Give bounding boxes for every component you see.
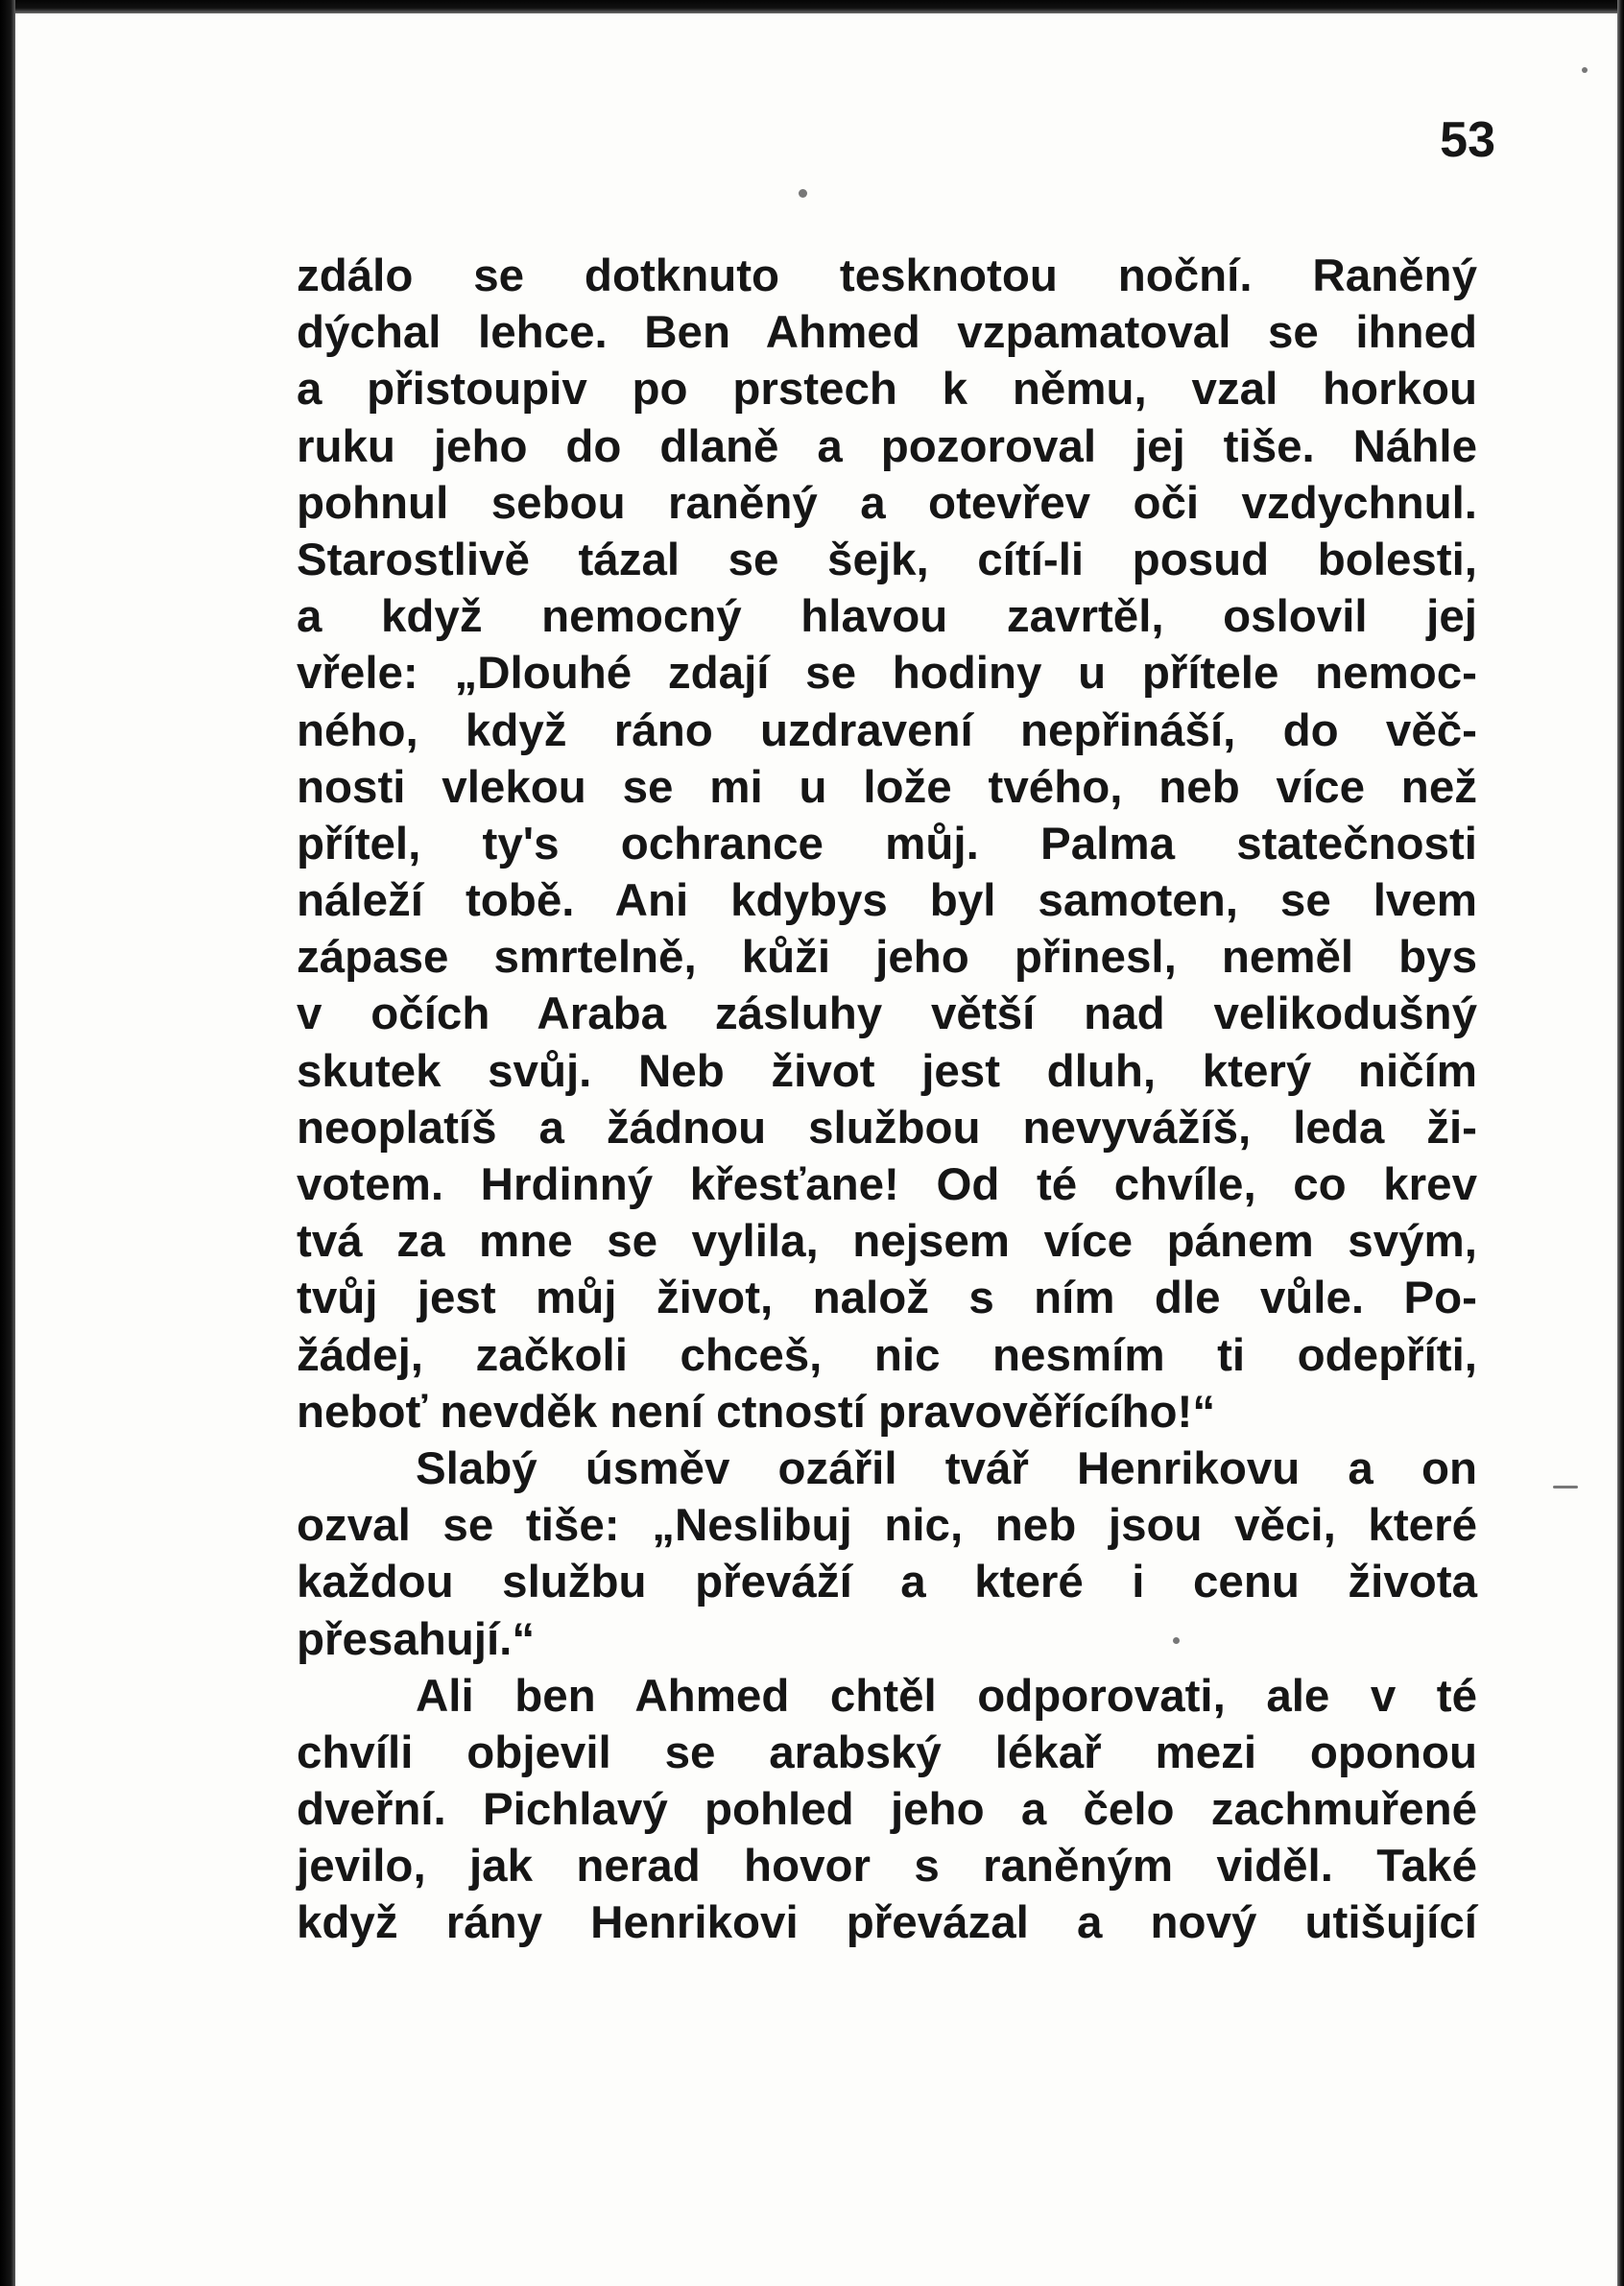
text-line: a přistoupiv po prstech k němu, vzal horkou	[297, 364, 1477, 416]
text-line: zápase smrtelně, kůži jeho přinesl, neměl bys	[297, 932, 1477, 984]
scan-speck	[1582, 67, 1588, 73]
text-line: Ali ben Ahmed chtěl odporovati, ale v té	[416, 1670, 1477, 1722]
text-line: žádej, začkoli chceš, nic nesmím ti odepříti,	[297, 1329, 1477, 1381]
text-line: votem. Hrdinný křesťane! Od té chvíle, co krev	[297, 1159, 1477, 1210]
text-line: tvůj jest můj život, nalož s ním dle vůle. Po-	[297, 1273, 1477, 1324]
page-number: 53	[1440, 112, 1495, 168]
text-line: dýchal lehce. Ben Ahmed vzpamatoval se ihned	[297, 307, 1477, 359]
text-line: a když nemocný hlavou zavrtěl, oslovil jej	[297, 591, 1477, 643]
text-line: chvíli objevil se arabský lékař mezi oponou	[297, 1726, 1477, 1778]
scan-speck	[1553, 1486, 1578, 1488]
text-line: Slabý úsměv ozářil tvář Henrikovu a on	[416, 1442, 1477, 1494]
scan-right-border	[1617, 0, 1624, 2286]
text-line: skutek svůj. Neb život jest dluh, který ničím	[297, 1045, 1477, 1097]
text-line: jevilo, jak nerad hovor s raněným viděl. Také	[297, 1841, 1477, 1893]
text-line: když rány Henrikovi převázal a nový utišující	[297, 1897, 1477, 1949]
text-line: vřele: „Dlouhé zdají se hodiny u přítele nemoc-	[297, 648, 1477, 700]
text-line: Starostlivě tázal se šejk, cítí-li posud bolesti,	[297, 534, 1477, 585]
text-line: přítel, ty's ochrance můj. Palma statečnosti	[297, 818, 1477, 869]
text-line: neoplatíš a žádnou službou nevyvážíš, leda ži-	[297, 1102, 1477, 1154]
text-line: tvá za mne se vylila, nejsem více pánem svým,	[297, 1216, 1477, 1268]
scan-speck	[799, 189, 807, 198]
paragraph-end-line: přesahují.“	[297, 1613, 536, 1665]
text-line: ozval se tiše: „Neslibuj nic, neb jsou věci, které	[297, 1500, 1477, 1552]
text-line: zdálo se dotknuto tesknotou noční. Raněný	[297, 250, 1477, 301]
text-line: pohnul sebou raněný a otevřev oči vzdychnul.	[297, 477, 1477, 529]
text-line: ného, když ráno uzdravení nepřináší, do věč-	[297, 704, 1477, 756]
text-line: náleží tobě. Ani kdybys byl samoten, se lvem	[297, 875, 1477, 927]
text-line: ruku jeho do dlaně a pozoroval jej tiše. Náhle	[297, 420, 1477, 472]
text-line: každou službu převáží a které i cenu života	[297, 1557, 1477, 1608]
text-line: v očích Araba zásluhy větší nad velikodušný	[297, 988, 1477, 1040]
text-line: dveřní. Pichlavý pohled jeho a čelo zachmuřené	[297, 1784, 1477, 1836]
text-line: nosti vlekou se mi u lože tvého, neb více než	[297, 761, 1477, 813]
scan-left-border	[0, 0, 15, 2286]
paragraph-end-line: neboť nevděk není ctností pravověřícího!“	[297, 1386, 1216, 1438]
body-text	[297, 248, 1477, 1952]
scan-top-border	[0, 0, 1624, 13]
